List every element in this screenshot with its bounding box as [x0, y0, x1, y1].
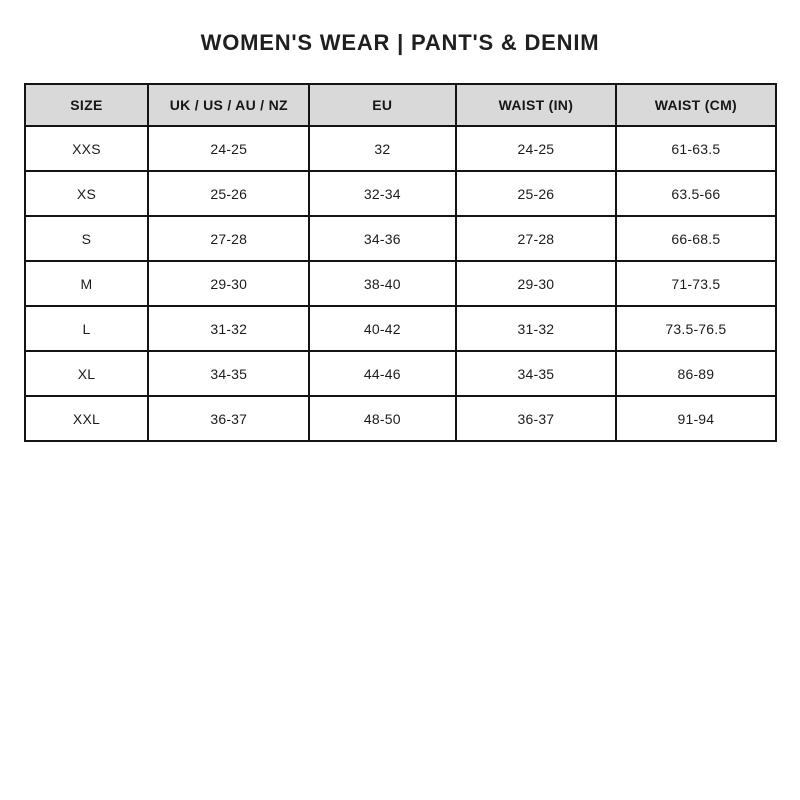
cell-size: S: [25, 216, 149, 261]
table-row-s: [25, 216, 776, 261]
cell-eu: 44-46: [309, 351, 455, 396]
table-row-m: [25, 261, 776, 306]
cell-size: XL: [25, 351, 149, 396]
cell-size: XXL: [25, 396, 149, 441]
cell-waist-cm: 61-63.5: [616, 126, 775, 171]
table-row-xs: [25, 171, 776, 216]
table-row-l: [25, 306, 776, 351]
table-row-xl: [25, 351, 776, 396]
cell-uk: 36-37: [148, 396, 309, 441]
header-waist-cm: WAIST (CM): [616, 84, 775, 126]
cell-uk: 27-28: [148, 216, 309, 261]
page-title: WOMEN'S WEAR | PANT'S & DENIM: [200, 30, 600, 55]
cell-eu: 48-50: [309, 396, 455, 441]
header-size: SIZE: [25, 84, 149, 126]
size-chart-table: [24, 83, 777, 442]
cell-eu: 40-42: [309, 306, 455, 351]
cell-uk: 29-30: [148, 261, 309, 306]
header-uk-us-au-nz: UK / US / AU / NZ: [148, 84, 309, 126]
cell-uk: 25-26: [148, 171, 309, 216]
table-row-xxl: [25, 396, 776, 441]
cell-size: XS: [25, 171, 149, 216]
cell-waist-in: 36-37: [456, 396, 617, 441]
table-body: [25, 126, 776, 441]
cell-uk: 31-32: [148, 306, 309, 351]
cell-waist-in: 25-26: [456, 171, 617, 216]
cell-eu: 32-34: [309, 171, 455, 216]
cell-waist-cm: 73.5-76.5: [616, 306, 775, 351]
cell-size: XXS: [25, 126, 149, 171]
cell-waist-in: 31-32: [456, 306, 617, 351]
cell-size: M: [25, 261, 149, 306]
cell-waist-cm: 66-68.5: [616, 216, 775, 261]
table-row-xxs: [25, 126, 776, 171]
cell-waist-in: 29-30: [456, 261, 617, 306]
cell-waist-in: 24-25: [456, 126, 617, 171]
cell-waist-in: 27-28: [456, 216, 617, 261]
cell-size: L: [25, 306, 149, 351]
cell-eu: 32: [309, 126, 455, 171]
cell-eu: 34-36: [309, 216, 455, 261]
cell-uk: 24-25: [148, 126, 309, 171]
header-waist-in: WAIST (IN): [456, 84, 617, 126]
cell-waist-cm: 63.5-66: [616, 171, 775, 216]
cell-waist-in: 34-35: [456, 351, 617, 396]
cell-waist-cm: 86-89: [616, 351, 775, 396]
cell-uk: 34-35: [148, 351, 309, 396]
cell-eu: 38-40: [309, 261, 455, 306]
cell-waist-cm: 71-73.5: [616, 261, 775, 306]
header-row: [25, 84, 776, 126]
table-header: [25, 84, 776, 126]
cell-waist-cm: 91-94: [616, 396, 775, 441]
header-eu: EU: [309, 84, 455, 126]
